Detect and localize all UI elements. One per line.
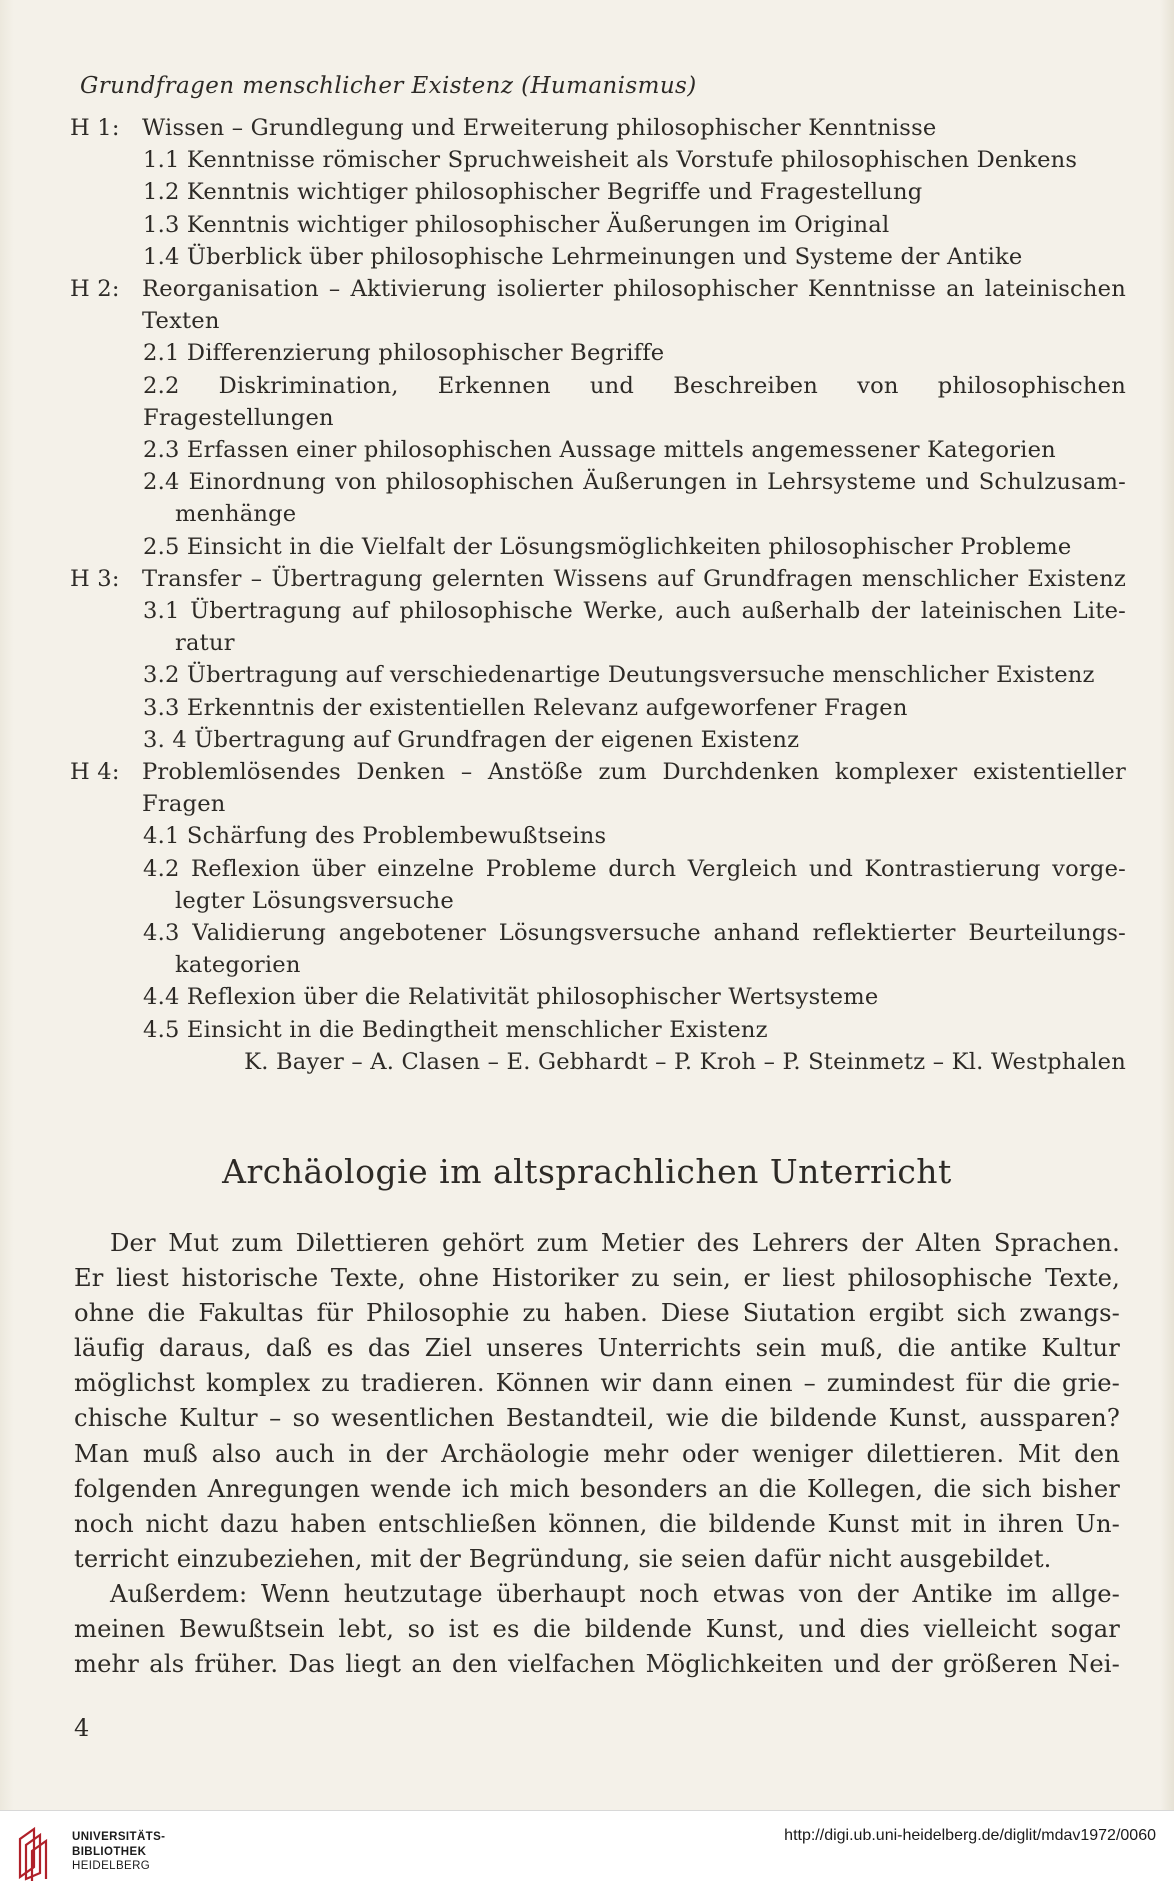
paragraph-line: folgenden Anregungen wende ich mich besonders an die Kollegen, die sich bisher [74,1474,1120,1503]
outline-main-item [70,756,1126,788]
outline-item-text: Reorganisation – Aktivierung isolierter philosophischer Kenntnisse an lateinischen [142,276,1126,302]
outline-sub-item: 3.2 Übertragung auf verschiedenartige Deutungsversuche menschlicher Existenz [143,662,1095,689]
article-title: Archäologie im altsprachlichen Unterricht [222,1152,952,1191]
library-name-line: UNIVERSITÄTS- [72,1831,166,1843]
paragraph-line: meinen Bewußtsein lebt, so ist es die bildende Kunst, und dies vielleicht sogar [74,1615,1120,1644]
page-right-edge [1160,0,1174,1810]
outline-sub-item: 3.1 Übertragung auf philosophische Werke, auch außerhalb der lateinischen Lite- [143,598,1126,624]
outline-sub-item: Fragen [142,791,226,818]
outline-sub-item: 2.1 Differenzierung philosophischer Begriffe [143,340,665,367]
outline-list [70,112,1126,1078]
outline-main-item [70,563,1126,595]
page-number: 4 [74,1714,90,1742]
outline-item-text: Wissen – Grundlegung und Erweiterung philosophischer Kenntnisse [142,115,937,141]
outline-sub-item: ratur [175,630,235,657]
library-name-line: HEIDELBERG [72,1860,151,1872]
outline-sub-item: 1.4 Überblick über philosophische Lehrmeinungen und Systeme der Antike [143,243,1023,270]
paragraph-line: ohne die Fakultas für Philosophie zu haben. Diese Siutation ergibt sich zwangs- [74,1299,1120,1328]
outline-sub-item: 4.2 Reflexion über einzelne Probleme durch Vergleich und Kontrastierung vorge- [143,855,1126,882]
outline-item-code: H 3: [70,565,120,592]
outline-main-item [70,112,1126,144]
outline-sub-item: 3. 4 Übertragung auf Grundfragen der eigenen Existenz [143,726,800,753]
library-name-line: BIBLIOTHEK [72,1845,147,1858]
paragraph-line: terricht einzubeziehen, mit der Begründung, sie seien dafür nicht ausgebildet. [74,1544,1052,1573]
paragraph-line: möglichst komplex zu tradieren. Können wir dann einen – zumindest für die grie- [74,1369,1120,1398]
outline-item-text: Problemlösendes Denken – Anstöße zum Durchdenken komplexer existentieller [142,759,1126,786]
section-heading: Grundfragen menschlicher Existenz (Humanismus) [80,73,697,99]
outline-sub-item: legter Lösungsversuche [175,887,454,914]
article-body [74,1226,1120,1682]
library-logo-icon [16,1825,68,1881]
outline-sub-item: 4.1 Schärfung des Problembewußtseins [143,823,607,850]
paragraph-line: chische Kultur – so wesentlichen Bestandteil, wie die bildende Kunst, aussparen? [74,1404,1120,1433]
outline-sub-item: Texten [142,308,220,335]
page-left-edge [0,0,14,1810]
paragraph-line: läufig daraus, daß es das Ziel unseres Unterrichts sein muß, die antike Kultur [74,1334,1120,1363]
outline-sub-item: 2.5 Einsicht in die Vielfalt der Lösungsmöglichkeiten philosophischer Probleme [143,533,1072,560]
library-name [72,1830,165,1874]
outline-sub-item: menhänge [175,501,297,528]
outline-item-code: H 1: [70,115,120,141]
outline-item-code: H 4: [70,759,120,786]
paragraph-line: Außerdem: Wenn heutzutage überhaupt noch etwas von der Antike im allge- [110,1579,1120,1608]
outline-sub-item: 1.2 Kenntnis wichtiger philosophischer Begriffe und Fragestellung [143,179,923,206]
outline-sub-item: kategorien [175,952,301,979]
authors-line: K. Bayer – A. Clasen – E. Gebhardt – P. Kroh – P. Steinmetz – Kl. Westphalen [244,1048,1126,1075]
paragraph-line: mehr als früher. Das liegt an den vielfachen Möglichkeiten und der größeren Nei- [74,1650,1120,1679]
outline-main-item [70,273,1126,305]
paragraph-line: Der Mut zum Dilettieren gehört zum Metier des Lehrers der Alten Sprachen. [110,1229,1120,1257]
outline-sub-item: 1.3 Kenntnis wichtiger philosophischer Äußerungen im Original [143,211,890,238]
outline-sub-item: 2.3 Erfassen einer philosophischen Aussage mittels angemessener Kategorien [143,437,1056,463]
outline-sub-item: 4.3 Validierung angebotener Lösungsversuche anhand reflektierter Beurteilungs- [143,920,1126,947]
outline-sub-item: 4.5 Einsicht in die Bedingtheit menschlicher Existenz [143,1016,768,1043]
outline-sub-item: 4.4 Reflexion über die Relativität philosophischer Wertsysteme [143,984,879,1011]
outline-sub-item: 2.2 Diskrimination, Erkennen und Beschreiben von philosophischen Fragestellungen [143,372,1126,431]
outline-item-text: Transfer – Übertragung gelernten Wissens auf Grundfragen menschlicher Existenz [142,565,1126,592]
paragraph-line: Er liest historische Texte, ohne Historiker zu sein, er liest philosophische Texte, [74,1264,1120,1293]
source-url-link[interactable]: http://digi.ub.uni-heidelberg.de/diglit/mdav1972/0060 [784,1827,1156,1844]
library-footer [0,1810,1174,1896]
paragraph-line: noch nicht dazu haben entschließen können, die bildende Kunst mit in ihren Un- [74,1509,1120,1538]
outline-sub-item: 3.3 Erkenntnis der existentiellen Relevanz aufgeworfener Fragen [143,694,908,721]
paragraph-line: Man muß also auch in der Archäologie mehr oder weniger dilettieren. Mit den [74,1439,1120,1468]
outline-sub-item: 2.4 Einordnung von philosophischen Äußerungen in Lehrsysteme und Schulzusam- [143,469,1126,496]
outline-sub-item: 1.1 Kenntnisse römischer Spruchweisheit als Vorstufe philosophischen Denkens [143,147,1078,174]
outline-item-code: H 2: [70,276,120,302]
